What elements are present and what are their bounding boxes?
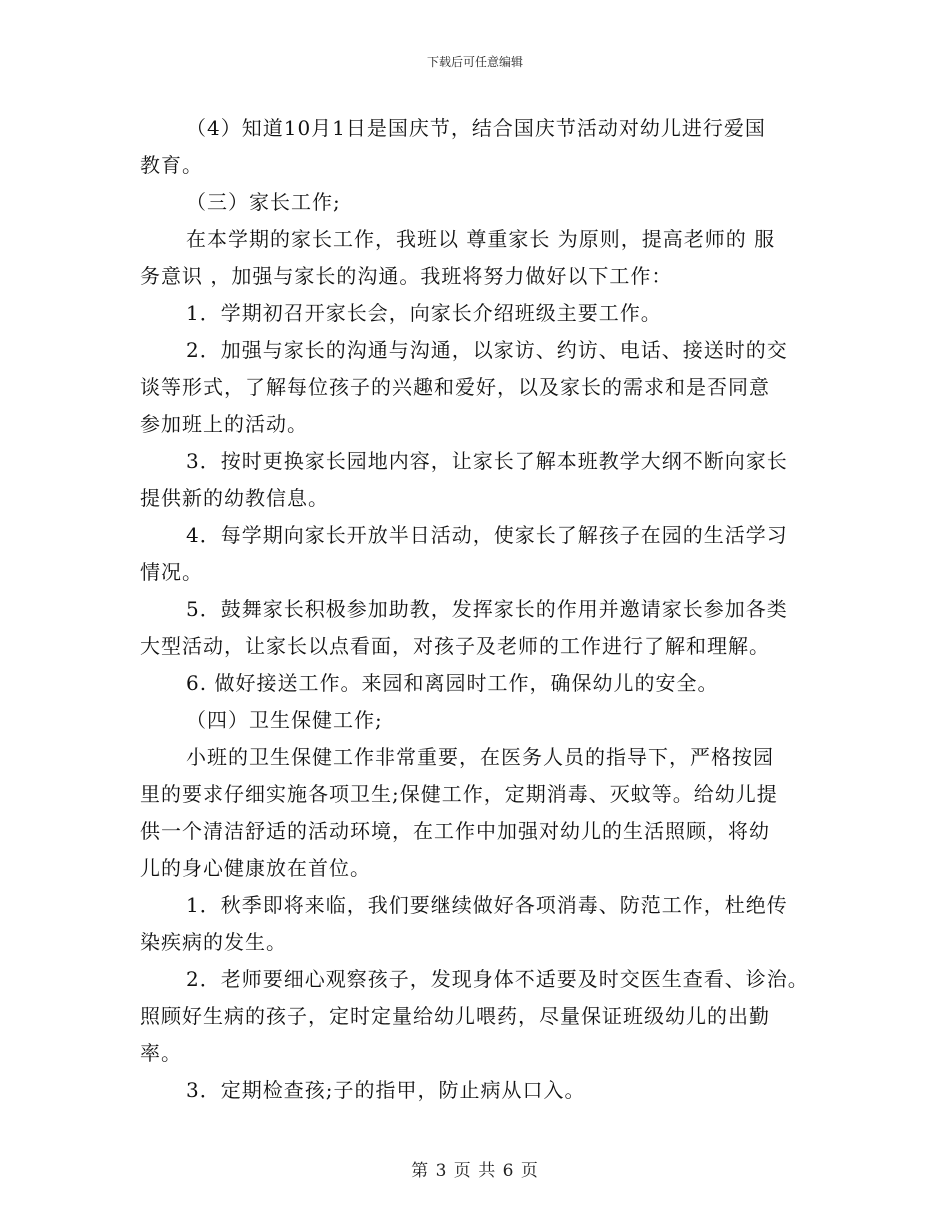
paragraph-line: （4）知道10月1日是国庆节，结合国庆节活动对幼儿进行爱国: [186, 116, 766, 140]
page-number-footer: 第 3 页 共 6 页: [411, 1161, 539, 1181]
paragraph-line: 小班的卫生保健工作非常重要，在医务人员的指导下，严格按园: [186, 745, 774, 769]
list-item-line: 6. 做好接送工作。来园和离园时工作，确保幼儿的安全。: [186, 671, 719, 695]
paragraph-line: 教育。: [140, 153, 203, 177]
paragraph-line: 里的要求仔细实施各项卫生;保健工作，定期消毒、灭蚊等。给幼儿提: [140, 782, 778, 806]
paragraph-line: 情况。: [140, 560, 203, 584]
list-item-line: 3．定期检查孩;子的指甲，防止病从口入。: [186, 1078, 586, 1102]
paragraph-line: 供一个清洁舒适的活动环境，在工作中加强对幼儿的生活照顾，将幼: [140, 819, 770, 843]
paragraph-line: 提供新的幼教信息。: [140, 486, 329, 510]
list-item-line: 3．按时更换家长园地内容，让家长了解本班教学大纲不断向家长: [186, 449, 788, 473]
paragraph-line: 照顾好生病的孩子，定时定量给幼儿喂药，尽量保证班级幼儿的出勤: [140, 1004, 770, 1028]
list-item-line: 1．学期初召开家长会，向家长介绍班级主要工作。: [186, 301, 662, 325]
list-item-line: 4．每学期向家长开放半日活动，使家长了解孩子在园的生活学习: [186, 523, 788, 547]
paragraph-line: 儿的身心健康放在首位。: [140, 856, 371, 880]
list-item-line: 2．老师要细心观察孩子，发现身体不适要及时交医生查看、诊治。: [186, 967, 809, 991]
paragraph-line: 谈等形式，了解每位孩子的兴趣和爱好，以及家长的需求和是否同意: [140, 375, 770, 399]
list-item-line: 1．秋季即将来临，我们要继续做好各项消毒、防范工作，杜绝传: [186, 893, 788, 917]
list-item-line: 5．鼓舞家长积极参加助教，发挥家长的作用并邀请家长参加各类: [186, 597, 788, 621]
paragraph-line: 参加班上的活动。: [140, 412, 308, 436]
paragraph-line: 在本学期的家长工作，我班以 尊重家长 为原则，提高老师的 服: [186, 227, 776, 251]
paragraph-line: 率。: [140, 1041, 182, 1065]
list-item-line: 2．加强与家长的沟通与沟通，以家访、约访、电话、接送时的交: [186, 338, 788, 362]
page-header: 下载后可任意编辑: [426, 55, 523, 69]
section-heading: （四）卫生保健工作;: [186, 708, 383, 732]
section-heading: （三）家长工作;: [186, 190, 341, 214]
paragraph-line: 染疾病的发生。: [140, 930, 287, 954]
paragraph-line: 务意识 ，加强与家长的沟通。我班将努力做好以下工作：: [140, 264, 673, 288]
paragraph-line: 大型活动，让家长以点看面，对孩子及老师的工作进行了解和理解。: [140, 634, 770, 658]
